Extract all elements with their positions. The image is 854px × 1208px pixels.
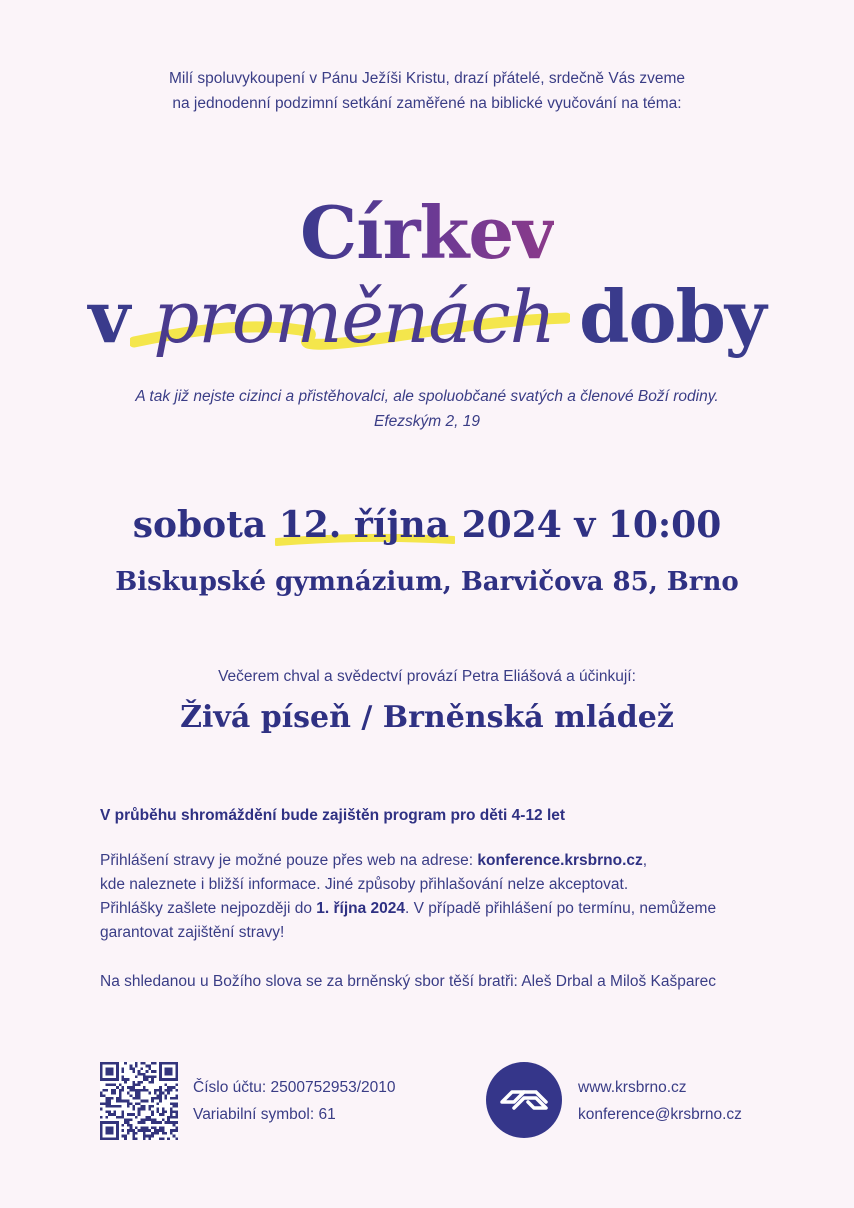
title-word-cirkev: Církev bbox=[299, 190, 555, 275]
account-number: Číslo účtu: 2500752953/2010 bbox=[193, 1079, 396, 1096]
food-line-1-text: Přihlášení stravy je možné pouze přes web na adrese: bbox=[100, 852, 478, 869]
food-line-3-text: Přihlášky zašlete nejpozději do bbox=[100, 900, 317, 917]
quote-reference: Efezským 2, 19 bbox=[374, 413, 480, 430]
krs-logo-icon bbox=[486, 1062, 562, 1138]
title-line-2 bbox=[0, 272, 854, 362]
title-line-1 bbox=[0, 188, 854, 278]
food-line-1 bbox=[100, 849, 780, 873]
event-date-text: 12. října bbox=[278, 504, 450, 546]
food-registration bbox=[100, 849, 780, 945]
email-link[interactable]: konference@krsbrno.cz bbox=[578, 1106, 742, 1123]
deadline-date: 1. října 2024 bbox=[316, 900, 406, 917]
registration-link[interactable]: konference.krsbrno.cz bbox=[477, 852, 643, 869]
event-date-highlight bbox=[279, 500, 449, 550]
contact-info bbox=[578, 1074, 742, 1128]
payment-info bbox=[193, 1074, 396, 1128]
worship-bands: Živá píseň / Brněnská mládež bbox=[180, 700, 674, 735]
food-line-4: garantovat zajištění stravy! bbox=[100, 924, 285, 941]
variable-symbol: Variabilní symbol: 61 bbox=[193, 1106, 336, 1123]
food-line-2: kde naleznete i bližší informace. Jiné způsoby přihlašování nelze akceptovat. bbox=[100, 876, 629, 893]
logo-glyph bbox=[486, 1062, 562, 1138]
kids-program: V průběhu shromáždění bude zajištěn program pro děti 4-12 let bbox=[100, 807, 566, 824]
food-line-3 bbox=[100, 897, 780, 921]
event-venue: Biskupské gymnázium, Barvičova 85, Brno bbox=[115, 567, 739, 597]
goodbye-text: Na shledanou u Božího slova se za brněnský sbor těší bratři: Aleš Drbal a Miloš Kašparec bbox=[100, 973, 717, 990]
title-word-promenach: proměnách bbox=[153, 275, 556, 359]
intro-line-1: Milí spoluvykoupení v Pánu Ježíši Kristu, drazí přátelé, srdečně Vás zveme bbox=[168, 70, 686, 87]
title-word-v: v bbox=[88, 274, 130, 359]
intro-text bbox=[0, 66, 854, 116]
intro-line-2: na jednodenní podzimní setkání zaměřené na biblické vyučování na téma: bbox=[172, 95, 682, 112]
website-link[interactable]: www.krsbrno.cz bbox=[578, 1079, 687, 1096]
event-date bbox=[0, 500, 854, 550]
bible-quote bbox=[0, 384, 854, 434]
event-day: sobota bbox=[132, 504, 267, 546]
event-time: 2024 v 10:00 bbox=[461, 504, 722, 546]
worship-intro: Večerem chval a svědectví provází Petra Eliášová a účinkují: bbox=[218, 668, 636, 685]
quote-text: A tak již nejste cizinci a přistěhovalci, ale spoluobčané svatých a členové Boží rodiny. bbox=[135, 388, 719, 405]
title-word-doby: doby bbox=[579, 274, 766, 359]
food-line-1-comma: , bbox=[642, 852, 648, 869]
qr-code-icon bbox=[100, 1062, 178, 1140]
food-line-3-rest: . V případě přihlášení po termínu, nemůžeme bbox=[405, 900, 717, 917]
